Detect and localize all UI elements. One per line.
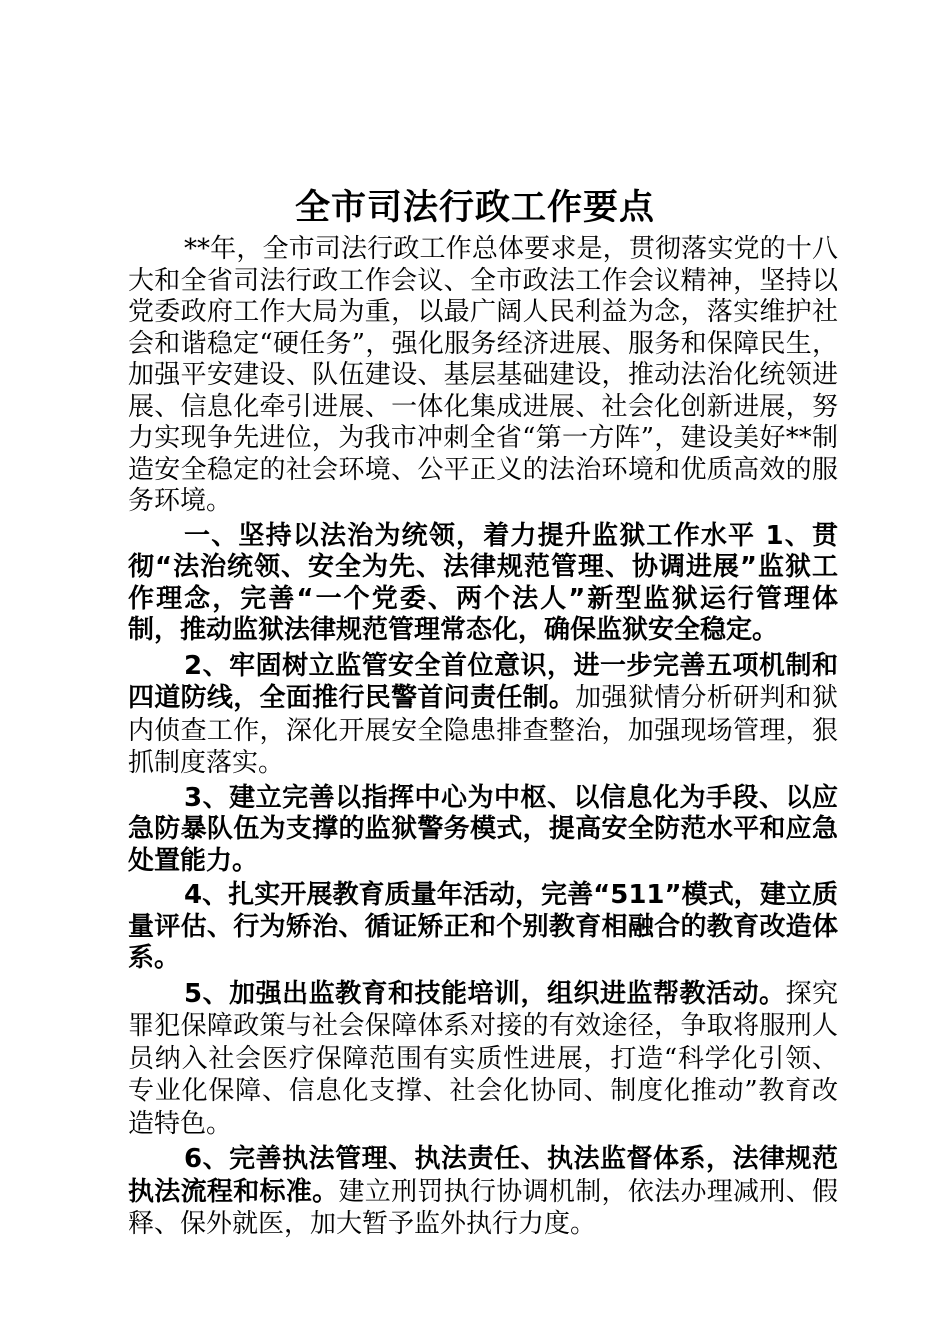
item-6-rest: 建立刑罚执行协调机制，依法办理减刑、假释、保外就医，加大暂予监外执行力度。 <box>128 1176 838 1239</box>
item-5-rest: 探究罪犯保障政策与社会保障体系对接的有效途径，争取将服刑人员纳入社会医疗保障范围有实质性进展，打造“科学化引领、专业化保障、信息化支撑、社会化协同、制度化推动”教育改造特色。 <box>128 978 838 1139</box>
item-5-paragraph <box>128 978 838 1141</box>
item-2-rest: 加强狱情分析研判和狱内侦查工作，深化开展安全隐患排查整治，加强现场管理，狠抓制度落实。 <box>128 683 838 778</box>
item-6-paragraph <box>128 1143 838 1241</box>
item-2-lead: 2、牢固树立监管安全首位意识，进一步完善五项机制和四道防线，全面推行民警首问责任制。 <box>128 650 838 713</box>
item-5-lead: 5、加强出监教育和技能培训，组织进监帮教活动。 <box>184 978 786 1009</box>
item-6-lead: 6、完善执法管理、执法责任、执法监督体系，法律规范执法流程和标准。 <box>128 1144 838 1207</box>
document-body <box>128 234 838 1244</box>
document-title: 全市司法行政工作要点 <box>294 188 655 228</box>
intro-paragraph: **年，全市司法行政工作总体要求是，贯彻落实党的十八大和全省司法行政工作会议、全市政法工作会议精神，坚持以党委政府工作大局为重，以最广阔人民利益为念，落实维护社会和谐稳定“硬任务”，强化服务经济进展、服务和保障民生，加强平安建设、队伍建设、基层基础建设，推动法治化统领进展、信息化牵引进展、一体化集成进展、社会化创新进展，努力实现争先进位，为我市冲刺全省“第一方阵”，建设美好**制造安全稳定的社会环境、公平正义的法治环境和优质高效的服务环境。 <box>128 234 838 516</box>
item-2-paragraph <box>128 650 838 780</box>
item-3-paragraph: 3、建立完善以指挥中心为中枢、以信息化为手段、以应急防暴队伍为支撑的监狱警务模式，提高安全防范水平和应急处置能力。 <box>128 782 838 876</box>
item-4-paragraph: 4、扎实开展教育质量年活动，完善“511”模式，建立质量评估、行为矫治、循证矫正和个别教育相融合的教育改造体系。 <box>128 880 838 973</box>
section-1-paragraph: 一、坚持以法治为统领，着力提升监狱工作水平 1、贯彻“法治统领、安全为先、法律规范管理、协调进展”监狱工作理念，完善“一个党委、两个法人”新型监狱运行管理体制，推动监狱法律规范管理常态化，确保监狱安全稳定。 <box>128 520 838 645</box>
